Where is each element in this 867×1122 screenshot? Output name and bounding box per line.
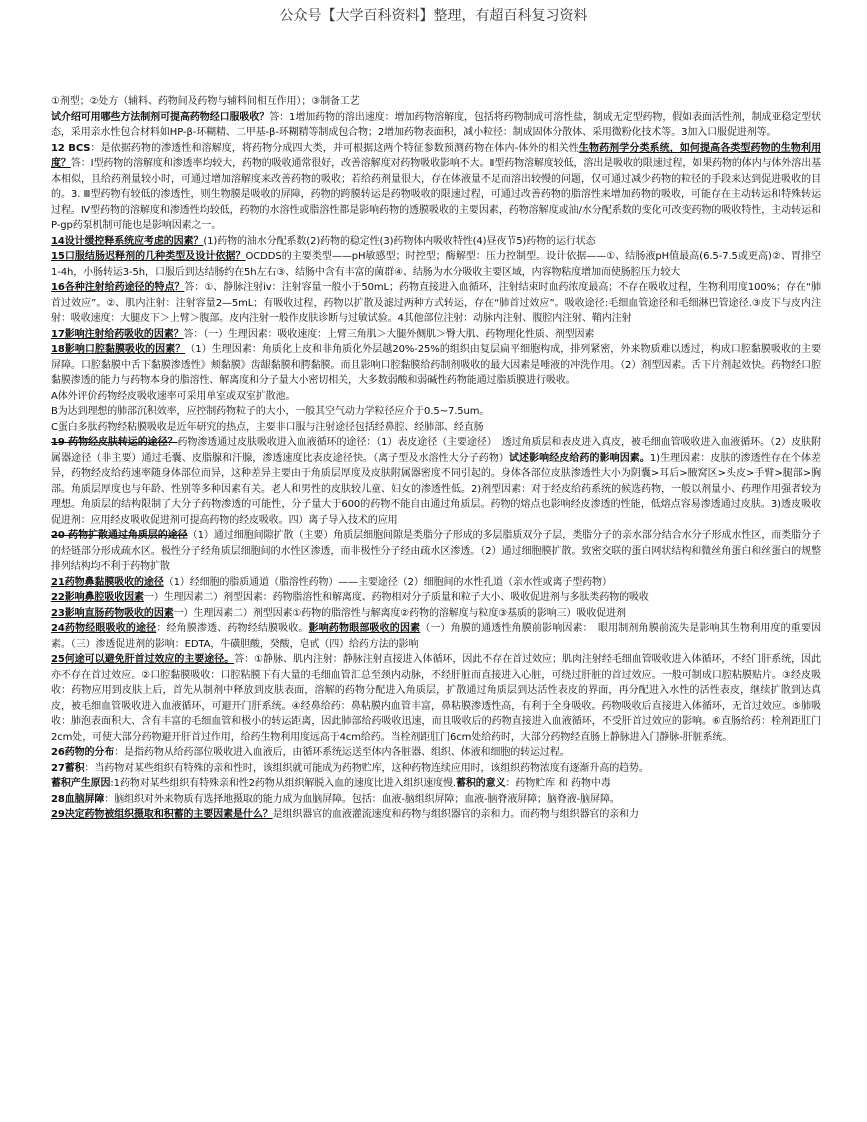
- answer: 答：Ⅰ型药物的溶解度和渗透率均较大，药物的吸收通常很好，改善溶解度对药物吸收影响不大。Ⅱ型药物溶解度较低，溶出是吸收的限速过程，如果药物的体内与体外溶出基本相似，且给药剂量较小时，可通过增加溶解度来改善药物的吸收；若给药剂量很大，存在体液量不足而溶出较慢的问题，仅可通过减少药物的粒径的手段来达到促进吸收的目的。3. Ⅲ型药物有较低的渗透性，则生物膜是吸收的屏障，药物的跨膜转运是药物吸收的限速过程，可通过改善药物的脂溶性来增加药物的吸收，可能存在主动转运和特殊转运过程。Ⅳ型药物的溶解度和渗透性均较低，药物的水溶性或脂溶性都是影响药物的透膜吸收的主要因素，药物溶解度或油/水分配系数的变化可改变药物的吸收特性，主动转运和P-gp药泵机制可能也是影响因素之一。: [51, 158, 821, 231]
- paragraph: [51, 807, 821, 823]
- paragraph: [51, 776, 821, 792]
- question: 19 药物经皮肤转运的途径？: [51, 437, 178, 448]
- page-header: 公众号【大学百科资料】整理，有超百科复习资料: [279, 8, 588, 24]
- question: 12 BCS: [51, 142, 91, 154]
- question: 影响药物眼部吸收的因素: [308, 623, 421, 634]
- question: 22影响鼻腔吸收因素: [51, 592, 144, 603]
- paragraph: [51, 575, 821, 591]
- answer: 答：①、静脉注射iv：注射容量一般小于50mL；药物直接进入血循环，注射结束时血药浓度最高；不存在吸收过程，生物利用度100%；存在“肺首过效应”。②、肌内注射：注射容量2—5mL；有吸收过程，药物以扩散及滤过两种方式转运，存在“肺首过效应”。吸收途径:毛细血管途径和毛细淋巴管途径.③皮下与皮内注射：吸收速度：大腿皮下＞上臂＞腹部。皮内注射一般作皮肤诊断与过敏试验。4其他部位注射：动脉内注射、腹腔内注射、鞘内注射: [51, 282, 821, 324]
- text: A体外评价药物经皮吸收速率可采用单室或双室扩散池。: [51, 390, 296, 402]
- answer: （1）生理因素：角质化上皮和非角质化外层越20%-25%的组织由复层扁平细胞构成，排列紧密，外来物质难以透过，构成口腔黏膜吸收的主要屏障。口腔黏膜中舌下黏膜渗透性》颊黏膜》齿龈黏膜和腭黏膜。而且影响口腔黏膜给药制剂吸收的最大因素是唾液的冲洗作用。（2）剂型因素。舌下片剂起效快。药物经口腔黏膜渗透的能力与药物本身的脂溶性、解离度和分子量大小密切相关，大多数弱酸和弱碱性药物能通过脂质膜进行吸收。: [51, 344, 821, 386]
- question: 27蓄积: [51, 762, 85, 774]
- question: 29决定药物被组织摄取和积蓄的主要因素是什么？: [51, 809, 273, 820]
- question: 生物药剂学分类系统，如何提高各类型药物的生物利用度？: [51, 142, 821, 169]
- paragraph: [51, 342, 821, 389]
- paragraph: [51, 110, 821, 141]
- paragraph: [51, 435, 821, 528]
- answer: 是组织器官的血液灌流速度和药物与组织器官的亲和力。而药物与组织器官的亲和力: [272, 809, 639, 820]
- question: 蓄积产生原因: [51, 778, 111, 789]
- answer: ：经角膜渗透、药物经结膜吸收。: [156, 623, 309, 634]
- answer: 药物渗透通过皮肤吸收进入血液循环的途径：（1）表皮途径（主要途径） 透过角质层和表皮进入真皮，被毛细血管吸收进入血液循环。（2）皮肤附属器途径（非主要）通过毛囊、皮脂腺和汗腺，渗透速度比表皮途径快。（离子型及水溶性大分子药物）: [51, 437, 822, 464]
- answer: (1)药物的油水分配系数(2)药物的稳定性(3)药物体内吸收特性(4)昼夜节5)药物的运行状态: [203, 235, 596, 247]
- paragraph: [51, 404, 821, 420]
- answer: 答：（一）生理因素：吸收速度：上臂三角肌＞大腿外侧肌＞臀大肌、药物理化性质、剂型因素: [183, 328, 595, 340]
- answer: 1)生理因素：皮肤的渗透性存在个体差异，药物经皮给药速率随身体部位而异，这种差异主要由于角质层厚度及皮肤附属器密度不同引起的。身体各部位皮肤渗透性大小为阴囊>耳后>腋窝区>头皮>手臂>腿部>胸部。角质层厚度也与年龄、性别等多种因素有关。老人和男性的皮肤较儿童、妇女的渗透性低。2)剂型因素：对于经皮给药系统的候选药物，一般以剂量小、药理作用强者较为理想。角质层的结构限制了大分子药物渗透的可能性，分子量大于600的药物不能自由通过角质层。药物的熔点也影响经皮渗透的性能，低熔点容易渗透通过皮肤。3)透皮吸收促进剂：应用经皮吸收促进剂可提高药物的经皮吸收。四）离子导入技术的应用: [51, 452, 821, 526]
- question: 14设计缓控释系统应考虑的因素？: [51, 235, 204, 247]
- answer: （1）通过细胞间隙扩散（主要）角质层细胞间隙是类脂分子形成的多层脂质双分子层，类脂分子的亲水部分结合水分子形成水性区，而类脂分子的烃链部分形成疏水区。极性分子经角质层细胞间的水性区渗透，而非极性分子经由疏水区渗透。（2）通过细胞膜扩散。致密交联的蛋白网状结构和微丝角蛋白和丝蛋白的规整排列结构均不利于药物扩散: [51, 530, 821, 572]
- paragraph: [51, 327, 821, 343]
- answer: （一）角膜的通透性角膜前影响因素： 眼用制剂角膜前流失是影响其生物利用度的重要因素。（三）渗透促进剂的影响：EDTA，牛磺胆酸，癸酸，皂甙（四）给药方法的影响: [51, 623, 822, 650]
- answer: 一）生理因素二）剂型因素：药物脂溶性和解离度、药物相对分子质量和粒子大小、吸收促进剂与多肽类药物的吸收: [143, 592, 649, 603]
- question: 26药物的分布: [51, 747, 115, 758]
- paragraph: [51, 528, 821, 575]
- paragraph: [51, 745, 821, 761]
- question: 23影响直肠药物吸收的因素: [51, 607, 174, 619]
- paragraph: [51, 141, 821, 234]
- answer: :1药物对某些组织有特殊亲和性2药物从组织解脱入血的速度比进入组织速度慢.: [110, 778, 456, 789]
- question: 25何途可以避免肝首过效应的主要途径。: [51, 654, 235, 665]
- answer: ：药物贮库 和 药物中毒: [505, 778, 611, 789]
- text: C蛋白多肽药物经粘膜吸收是近年研究的热点，主要非口服与注射途径包括经鼻腔、经肺部、经直肠: [51, 421, 484, 433]
- paragraph: [51, 652, 821, 745]
- answer: 答：1增加药物的溶出速度：增加药物溶解度，包括将药物制成可溶性盐，制成无定型药物，假如表面活性剂，制成亚稳定型状态，采用亲水性包合材料如HP-β-环糊精、二甲基-β-环糊精等制成包合物；2增加药物表面积，减小粒径：制成固体分散体、采用微粉化技术等。3加入口服促进剂等。: [51, 111, 821, 138]
- question: 试介绍可用哪些方法制剂可提高药物经口服吸收？: [51, 111, 270, 123]
- question: 20 药物扩散通过角质层的途径: [51, 530, 188, 541]
- question: 15口服结肠迟释剂的几种类型及设计依据？: [51, 251, 246, 262]
- answer: ：当药物对某些组织有特殊的亲和性时，该组织就可能成为药物贮库，这种药物连续应用时，该组织药物浓度有逐渐升高的趋势。: [84, 762, 649, 774]
- question: 17影响注射给药吸收的因素？: [51, 328, 184, 340]
- answer: ：是指药物从给药部位吸收进入血液后，由循环系统运送至体内各脏器、组织、体液和细胞的转运过程。: [114, 747, 570, 758]
- paragraph: [51, 234, 821, 250]
- question: 蓄积的意义: [455, 778, 506, 789]
- answer: 一）生理因素二）剂型因素①药物的脂溶性与解离度②药物的溶解度与粒度③基质的影响三）吸收促进剂: [173, 607, 626, 619]
- paragraph: [51, 792, 821, 808]
- paragraph: [51, 761, 821, 777]
- text: B为达到理想的肺部沉积效率，应控制药物粒子的大小，一般其空气动力学粒径应介于0.5~7.5um。: [51, 406, 490, 417]
- text: ①剂型；②处方（辅料、药物间及药物与辅料间相互作用）；③制备工艺: [51, 96, 360, 107]
- paragraph: [51, 606, 821, 622]
- answer: （1）经细胞的脂质通道（脂溶性药物）——主要途径（2）细胞间的水性孔道（亲水性或离子型药物）: [163, 576, 612, 588]
- paragraph: [51, 389, 821, 405]
- paragraph: [51, 420, 821, 436]
- paragraph: [51, 590, 821, 606]
- question: 21药物鼻黏膜吸收的途径: [51, 576, 164, 588]
- answer: OCDDS的主要类型——pH敏感型；时控型；酶解型：压力控制型。设计依据——①、结肠液pH值最高(6.5-7.5或更高)②、胃排空1-4h，小肠转运3-5h，口服后到达结肠约在5h左右③、结肠中含有丰富的菌群④、结肠为水分吸收主要区域，内容物粘度增加而使肠腔压力较大: [51, 251, 821, 278]
- question: 18影响口腔黏膜吸收的因素？: [51, 344, 186, 355]
- paragraph: [51, 280, 821, 327]
- question: 24药物经眼吸收的途径: [51, 623, 157, 634]
- paragraph: [51, 621, 821, 652]
- answer: 答：①静脉、肌内注射：静脉注射直接进入体循环，因此不存在首过效应；肌肉注射经毛细血管吸收进入体循环，不经门肝系统，因此亦不存在首过效应。②口腔黏膜吸收：口腔粘膜下有大量的毛细血管汇总至颈内动脉，不经肝脏而直接进入心脏，可绕过肝脏的首过效应。一般可制成口腔粘膜贴片。③经皮吸收：药物应用到皮肤上后，首先从制剂中释放到皮肤表面，溶解的药物分配进入角质层，扩散通过角质层到达活性表皮的界面，再分配进入水性的活性表皮，继续扩散到达真皮，被毛细血管吸收进入血液循环，可避开门肝系统。④经鼻给药：鼻粘膜内血管丰富，鼻粘膜渗透性高，有利于全身吸收。药物吸收后直接进入体循环，无首过效应。⑤肺吸收：肺泡表面积大、含有丰富的毛细血管和极小的转运距离，因此肺部给药吸收迅速，而且吸收后的药物直接进入血液循环，不受肝首过效应的影响。⑥直肠给药：栓剂距肛门2cm处，可使大部分药物避开肝首过作用，给药生物利用度远高于4cm给药。当栓剂距肛门6cm处给药时，大部分药物经直肠上静脉进入门静脉-肝脏系统。: [51, 654, 821, 743]
- paragraph: [51, 249, 821, 280]
- paragraph: [51, 94, 821, 110]
- document-body: [51, 94, 821, 823]
- question: 16各种注射给药途径的特点？: [51, 282, 185, 293]
- answer: ：是依据药物的渗透性和溶解度，将药物分成四大类，并可根据这两个特征参数预测药物在体内-体外的相关性: [90, 142, 579, 154]
- question: 28血脑屏障: [51, 793, 105, 805]
- question: 试述影响经皮给药的影响因素。: [508, 452, 650, 464]
- answer: ：脑组织对外来物质有选择地摄取的能力成为血脑屏障。包括：血液-脑组织屏障；血液-脑脊液屏障；脑脊液-脑屏障。: [104, 793, 620, 805]
